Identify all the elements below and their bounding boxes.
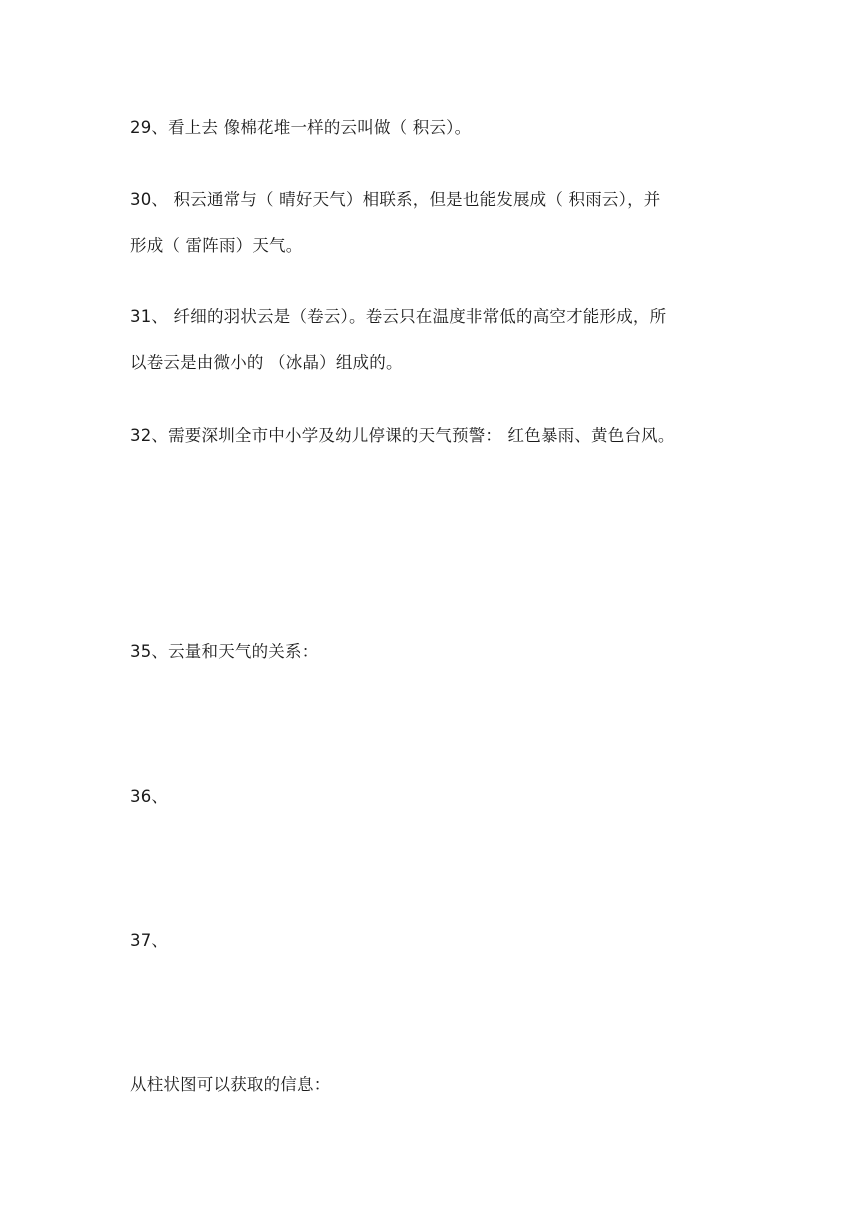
question-31-text-line-2: 以卷云是由微小的 （冰晶）组成的。	[130, 353, 403, 372]
question-37-text: 37、	[130, 931, 169, 950]
question-36-text: 36、	[130, 787, 169, 806]
question-29-text: 29、看上去 像棉花堆一样的云叫做（ 积云）。	[130, 118, 472, 137]
question-35-text: 35、云量和天气的关系：	[130, 642, 319, 661]
bar-chart-info-prompt: 从柱状图可以获取的信息：	[130, 1075, 331, 1094]
question-31-text-line-1: 31、 纤细的羽状云是（卷云）。卷云只在温度非常低的高空才能形成，所	[130, 307, 667, 326]
question-30-text-line-1: 30、 积云通常与（ 晴好天气）相联系，但是也能发展成（ 积雨云），并	[130, 190, 661, 209]
question-30-text-line-2: 形成（ 雷阵雨）天气。	[130, 236, 303, 255]
question-32-text: 32、需要深圳全市中小学及幼儿停课的天气预警： 红色暴雨、黄色台风。	[130, 426, 675, 445]
